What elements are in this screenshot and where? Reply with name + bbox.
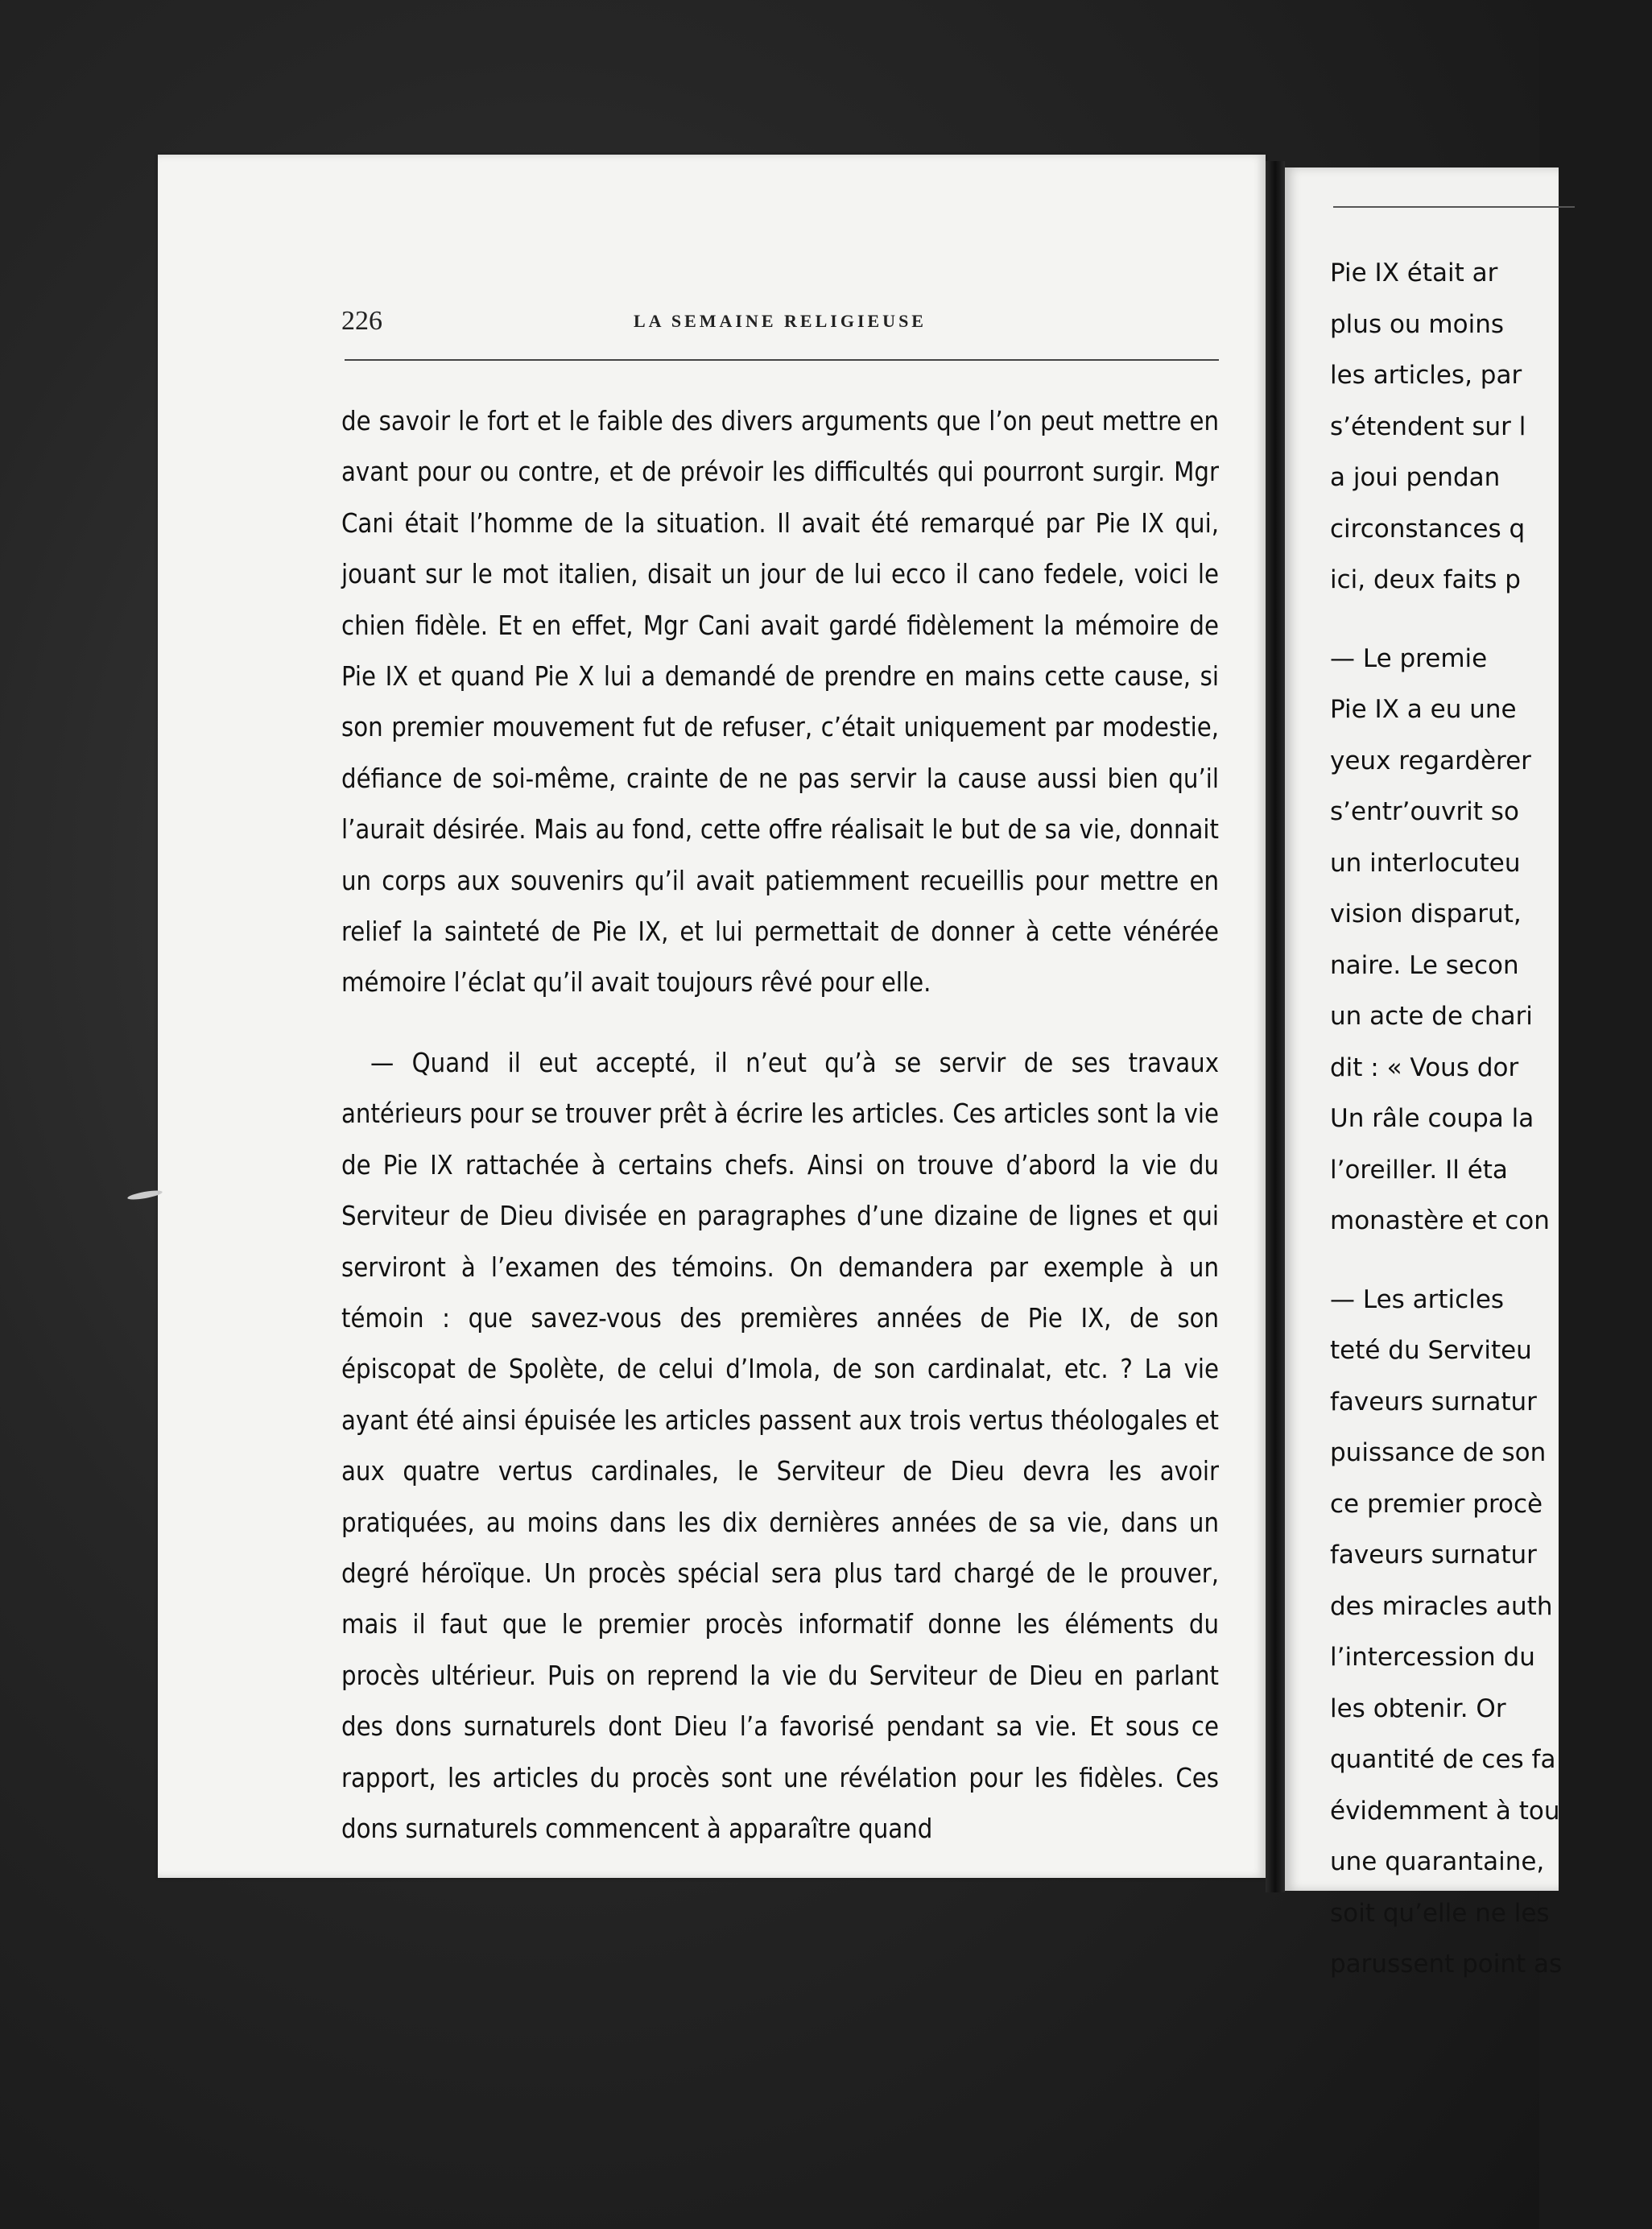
running-head xyxy=(341,306,1219,338)
text-line: puissance de son xyxy=(1330,1438,1547,1467)
text-line: une quarantaine, xyxy=(1330,1847,1545,1876)
text-line: un acte de chari xyxy=(1330,1002,1533,1031)
right-page-text xyxy=(1330,248,1652,1991)
text-line: monastère et con xyxy=(1330,1206,1550,1235)
text-line: s’entr’ouvrit so xyxy=(1330,797,1519,826)
text-line: plus ou moins xyxy=(1330,309,1504,339)
text-line: teté du Serviteu xyxy=(1330,1336,1532,1365)
text-line: faveurs surnatur xyxy=(1330,1540,1537,1569)
body-text xyxy=(341,396,1219,1855)
header-rule xyxy=(1333,206,1575,208)
text-line: yeux regardèrer xyxy=(1330,746,1531,775)
text-line: des miracles auth xyxy=(1330,1591,1553,1621)
text-line: évidemment à tou xyxy=(1330,1796,1560,1826)
text-line: circonstances q xyxy=(1330,514,1526,544)
text-line: les articles, par xyxy=(1330,361,1522,390)
text-line: soit qu’elle ne les xyxy=(1330,1898,1550,1928)
paragraph-gap xyxy=(1330,1247,1652,1275)
text-line: Pie IX était ar xyxy=(1330,258,1498,287)
right-page xyxy=(1285,167,1563,1979)
paragraph: — Quand il eut accepté, il n’eut qu’à se servir de ses travaux antérieurs pour se trouver prêt à écrire les articles. Ces articles sont la vie de Pie IX rattachée à certains chefs. Ainsi on trouve d’abord la vie du Serviteur de Dieu divisée en paragraphes d’une dizaine de lignes et qui serviront à l’examen des témoins. On demandera par exemple à un témoin : que savez-vous des premières années de Pie IX, de son épiscopat de Spolète, de celui d’Imola, de son cardinalat, etc. ? La vie ayant été ainsi épuisée les articles passent aux trois vertus théologales et aux quatre vertus cardinales, le Serviteur de Dieu devra les avoir pratiquées, au moins dans les dix dernières années de sa vie, dans un degré héroïque. Un procès spécial sera plus tard chargé de le prouver, mais il faut que le premier procès informatif donne les éléments du procès ultérieur. Puis on reprend la vie du Serviteur de Dieu en parlant des dons surnaturels dont Dieu l’a favorisé pendant sa vie. Et sous ce rapport, les articles du procès sont une révélation pour les fidèles. Ces dons surnaturels commencent à apparaître quand xyxy=(341,1047,1219,1844)
text-line: parussent point as xyxy=(1330,1950,1563,1979)
text-line: un interlocuteu xyxy=(1330,848,1521,878)
text-line: naire. Le secon xyxy=(1330,950,1519,980)
text-line: ici, deux faits p xyxy=(1330,565,1521,594)
text-line: — Les articles xyxy=(1330,1284,1505,1314)
text-line: — Le premie xyxy=(1330,643,1488,673)
text-line: l’intercession du xyxy=(1330,1643,1535,1672)
left-page xyxy=(158,155,1266,1878)
text-line: faveurs surnatur xyxy=(1330,1387,1537,1416)
text-line: les obtenir. Or xyxy=(1330,1693,1506,1723)
text-line: Pie IX a eu une xyxy=(1330,695,1517,724)
text-line: s’étendent sur l xyxy=(1330,411,1526,441)
text-line: Un râle coupa la xyxy=(1330,1104,1534,1133)
book-gutter xyxy=(1266,161,1285,1892)
paragraph-gap xyxy=(1330,606,1652,634)
text-line: ce premier procè xyxy=(1330,1489,1543,1519)
page-number: 226 xyxy=(341,306,382,336)
header-rule xyxy=(345,359,1219,361)
text-line: l’oreiller. Il éta xyxy=(1330,1155,1508,1185)
text-line: vision disparut, xyxy=(1330,899,1522,928)
text-line: dit : « Vous dor xyxy=(1330,1052,1519,1082)
paragraph: de savoir le fort et le faible des divers arguments que l’on peut mettre en avant pour ou contre, et de prévoir les difficultés qui pourront surgir. Mgr Cani était l’homme de la situation. Il avait été remarqué par Pie IX qui, jouant sur le mot italien, disait un jour de lui ecco il cano fedele, voici le chien fidèle. Et en effet, Mgr Cani avait gardé fidèlement la mémoire de Pie IX et quand Pie X lui a demandé de prendre en mains cette cause, si son premier mouvement fut de refuser, c’était uniquement par modestie, défiance de soi-même, crainte de ne pas servir la cause aussi bien qu’il l’aurait désirée. Mais au fond, cette offre réalisait le but de sa vie, donnait un corps aux souvenirs qu’il avait patiemment recueillis pour mettre en relief la sainteté de Pie IX, et lui permettait de donner à cette vénérée mémoire l’éclat qu’il avait toujours rêvé pour elle. xyxy=(341,406,1219,999)
text-line: quantité de ces fa xyxy=(1330,1745,1556,1774)
text-line: a joui pendan xyxy=(1330,463,1501,492)
running-head-title: LA SEMAINE RELIGIEUSE xyxy=(634,311,927,331)
